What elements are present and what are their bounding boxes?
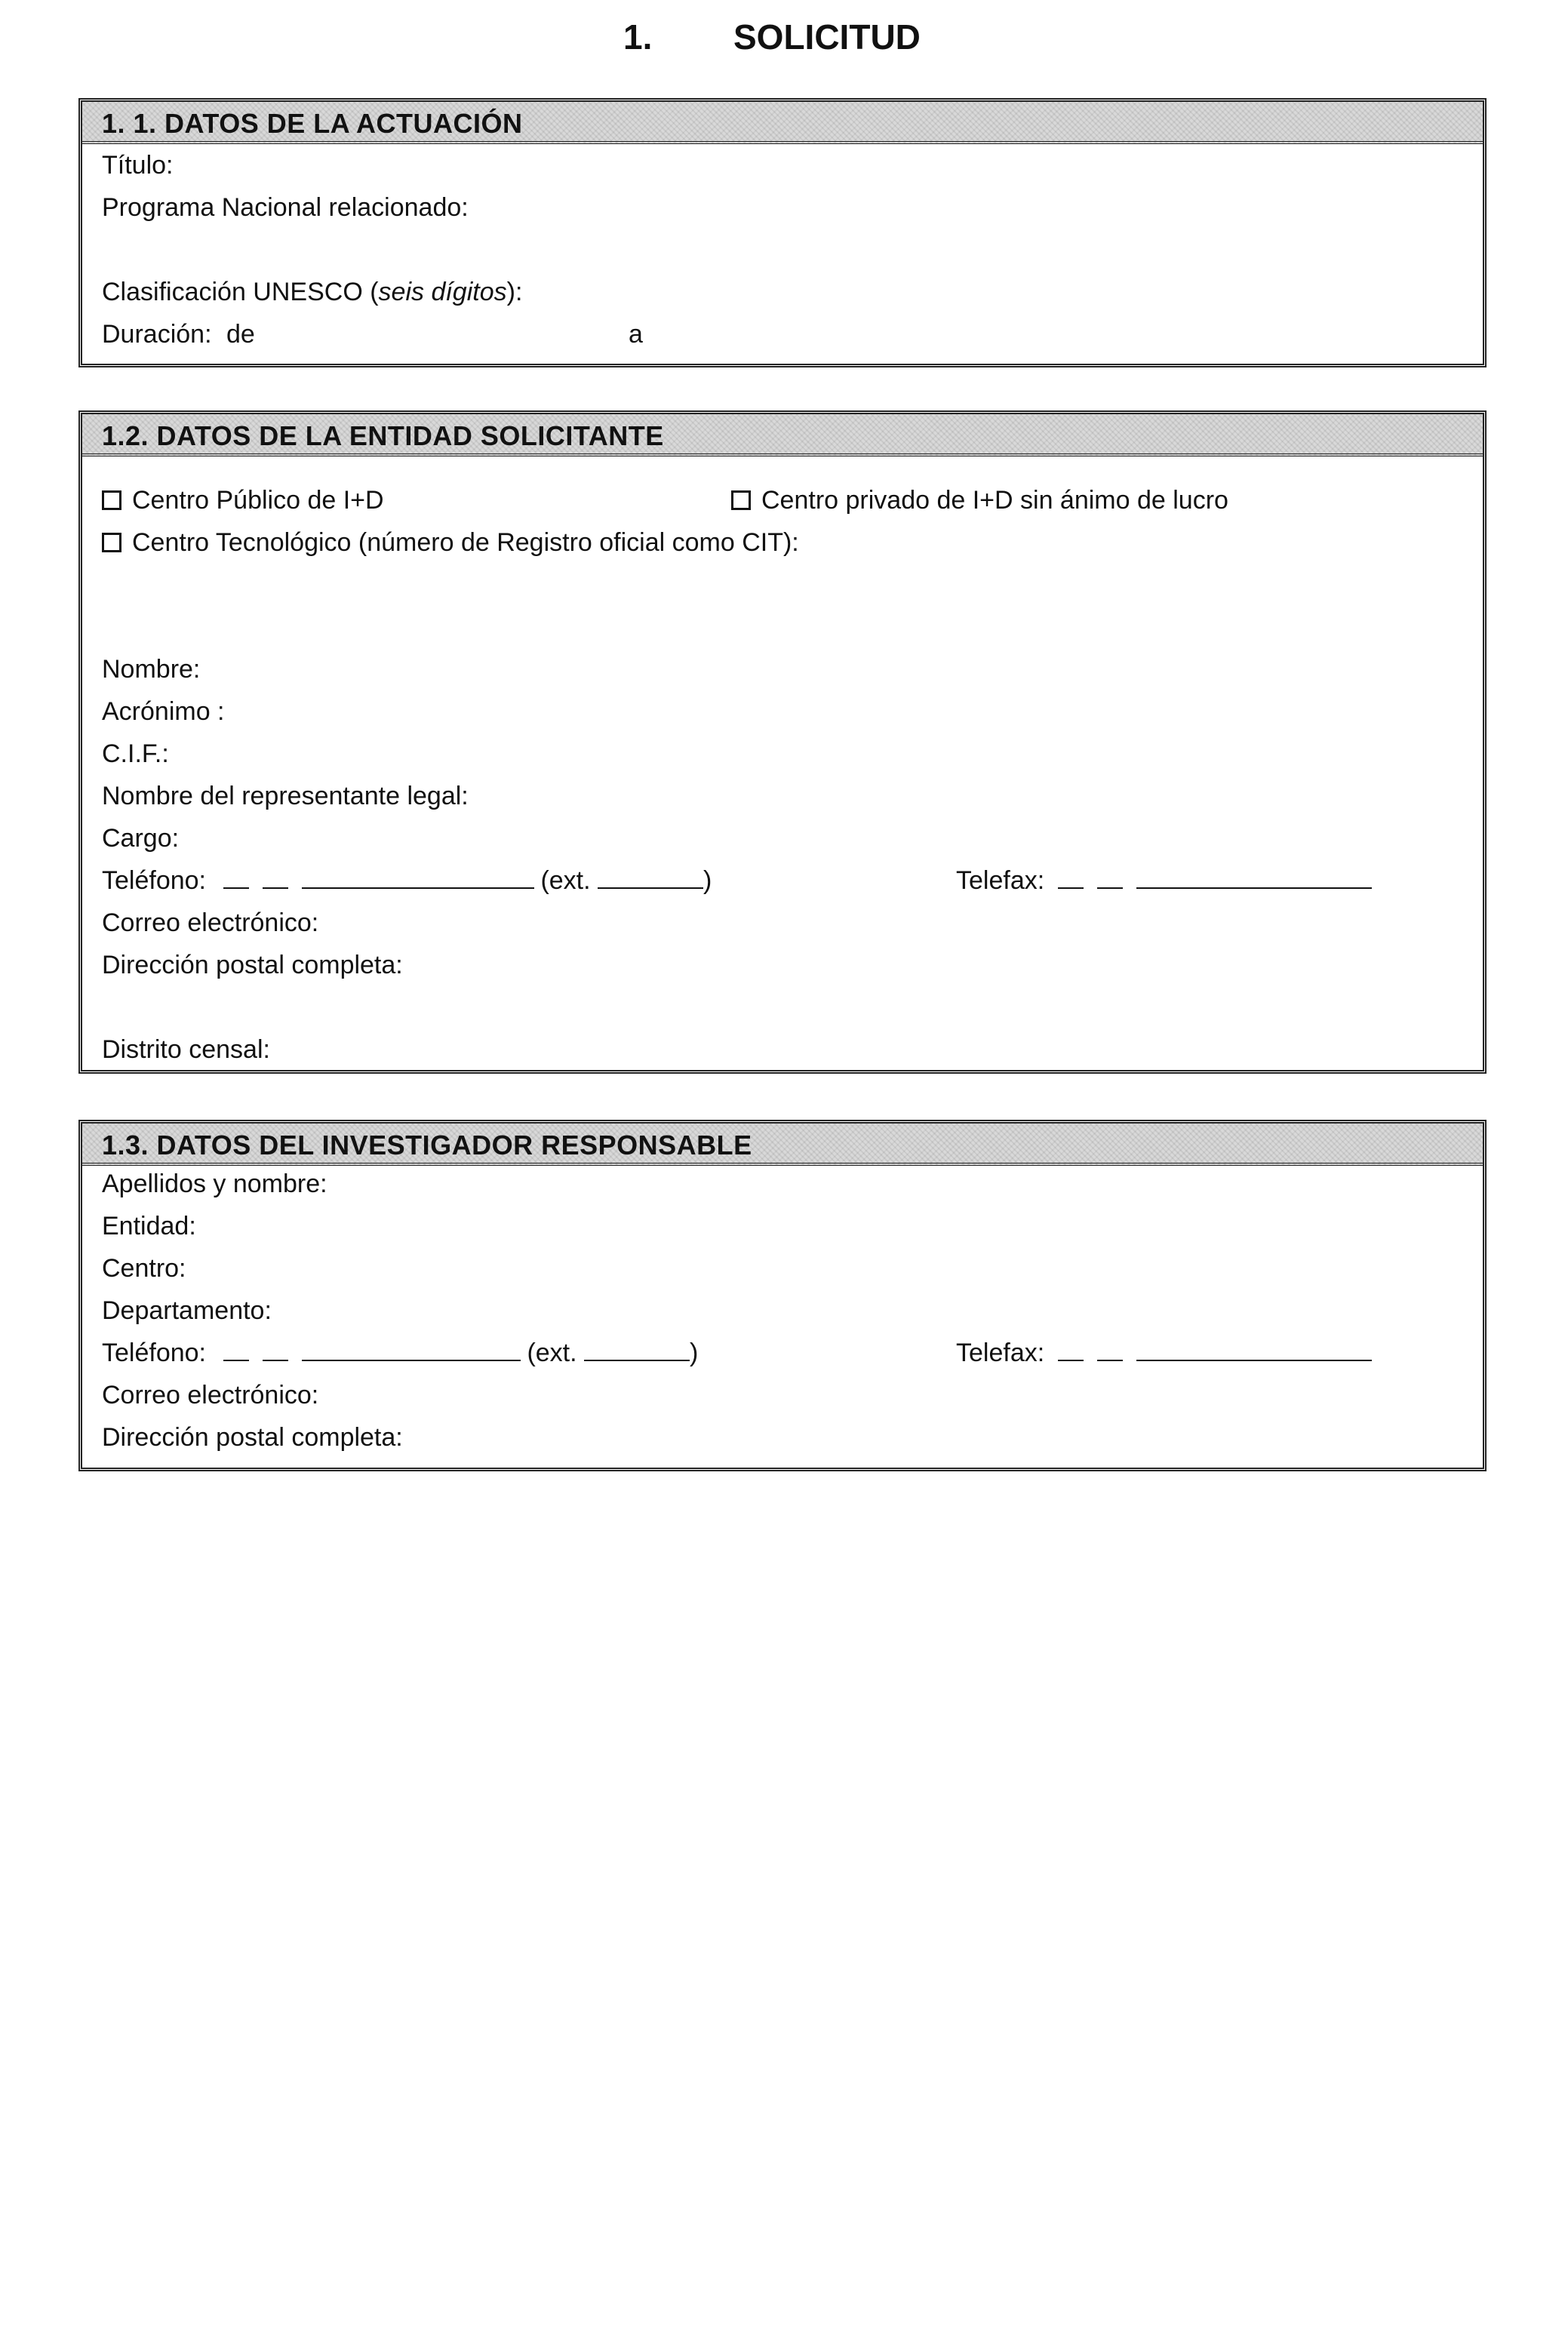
telefono-field[interactable] [102,864,712,897]
section-investigador-responsable [78,1120,1487,1471]
checkbox-centro-publico[interactable] [102,484,384,517]
telefono-ext-open: (ext. [540,866,591,895]
entidad-label: Entidad: [102,1212,196,1240]
telefax-blank-1[interactable] [1058,1339,1084,1361]
telefax-blank-3[interactable] [1136,1339,1372,1361]
checkbox-centro-publico-label: Centro Público de I+D [132,486,384,515]
telefax-field[interactable] [956,864,1385,897]
page-title-number: 1. [623,17,653,57]
unesco-label-prefix: Clasificación UNESCO ( [102,278,379,306]
representante-field[interactable] [102,779,469,813]
unesco-label-suffix: ): [506,278,523,306]
cif-field[interactable] [102,737,169,770]
section-header-label: 1.2. DATOS DE LA ENTIDAD SOLICITANTE [102,420,664,451]
direccion-label: Dirección postal completa: [102,1423,403,1452]
programa-label: Programa Nacional relacionado: [102,193,469,222]
nombre-label: Nombre: [102,655,201,684]
checkbox-box[interactable] [102,490,121,510]
correo-label: Correo electrónico: [102,908,319,937]
centro-field[interactable] [102,1252,186,1285]
apellidos-field[interactable] [102,1167,327,1200]
cargo-label: Cargo: [102,824,180,853]
duracion-a-label: a [629,320,643,349]
titulo-label: Título: [102,151,174,180]
section-header [82,102,1483,144]
cargo-field[interactable] [102,822,179,855]
nombre-field[interactable] [102,653,200,686]
section-header-label: 1.3. DATOS DEL INVESTIGADOR RESPONSABLE [102,1130,752,1160]
distrito-label: Distrito censal: [102,1035,270,1064]
departamento-field[interactable] [102,1294,272,1327]
telefax-blank-3[interactable] [1136,866,1372,889]
representante-label: Nombre del representante legal: [102,782,469,810]
correo-label: Correo electrónico: [102,1381,319,1409]
telefono-ext-open: (ext. [527,1339,577,1367]
direccion-field[interactable] [102,948,403,982]
telefono-blank-1[interactable] [223,1339,249,1361]
telefax-blank-2[interactable] [1097,866,1123,889]
duracion-label: Duración: [102,320,212,349]
distrito-field[interactable] [102,1033,270,1066]
telefono-ext-close: ) [703,866,712,895]
section-header-label: 1. 1. DATOS DE LA ACTUACIÓN [102,108,523,139]
correo-field[interactable] [102,906,318,939]
page-title-text: SOLICITUD [733,17,921,57]
telefono-blank-2[interactable] [263,1339,288,1361]
page-title [0,14,1568,66]
section-header [82,1124,1483,1166]
telefono-label: Teléfono: [102,866,206,895]
checkbox-centro-tecnologico-label: Centro Tecnológico (número de Registro oficial como CIT): [132,528,799,557]
apellidos-label: Apellidos y nombre: [102,1170,327,1198]
checkbox-box[interactable] [102,533,121,552]
acronimo-label: Acrónimo : [102,697,225,726]
checkbox-centro-privado[interactable] [731,484,1228,517]
departamento-label: Departamento: [102,1296,272,1325]
telefax-label: Telefax: [956,1339,1045,1367]
duracion-field[interactable] [102,318,255,351]
telefono-blank-1[interactable] [223,866,249,889]
correo-field[interactable] [102,1379,318,1412]
checkbox-centro-privado-label: Centro privado de I+D sin ánimo de lucro [761,486,1228,515]
duracion-de-label: de [226,320,255,349]
titulo-field[interactable] [102,149,173,182]
checkbox-centro-tecnologico[interactable] [102,526,799,559]
telefono-label: Teléfono: [102,1339,206,1367]
telefax-field[interactable] [956,1336,1385,1369]
telefono-blank-2[interactable] [263,866,288,889]
section-header [82,414,1483,456]
telefax-blank-1[interactable] [1058,866,1084,889]
telefax-label: Telefax: [956,866,1045,895]
centro-label: Centro: [102,1254,186,1283]
programa-field[interactable] [102,191,469,224]
direccion-label: Dirección postal completa: [102,951,403,979]
unesco-label-italic: seis dígitos [378,278,507,306]
telefax-blank-2[interactable] [1097,1339,1123,1361]
telefono-blank-3[interactable] [302,866,534,889]
direccion-field[interactable] [102,1421,403,1454]
acronimo-field[interactable] [102,695,225,728]
telefono-ext-close: ) [690,1339,699,1367]
telefono-ext-blank[interactable] [598,866,703,889]
telefono-ext-blank[interactable] [584,1339,690,1361]
entidad-field[interactable] [102,1210,196,1243]
unesco-field[interactable] [102,275,522,309]
section-entidad-solicitante [78,410,1487,1074]
section-datos-actuacion [78,98,1487,367]
cif-label: C.I.F.: [102,739,169,768]
telefono-blank-3[interactable] [302,1339,521,1361]
telefono-field[interactable] [102,1336,698,1369]
checkbox-box[interactable] [731,490,751,510]
